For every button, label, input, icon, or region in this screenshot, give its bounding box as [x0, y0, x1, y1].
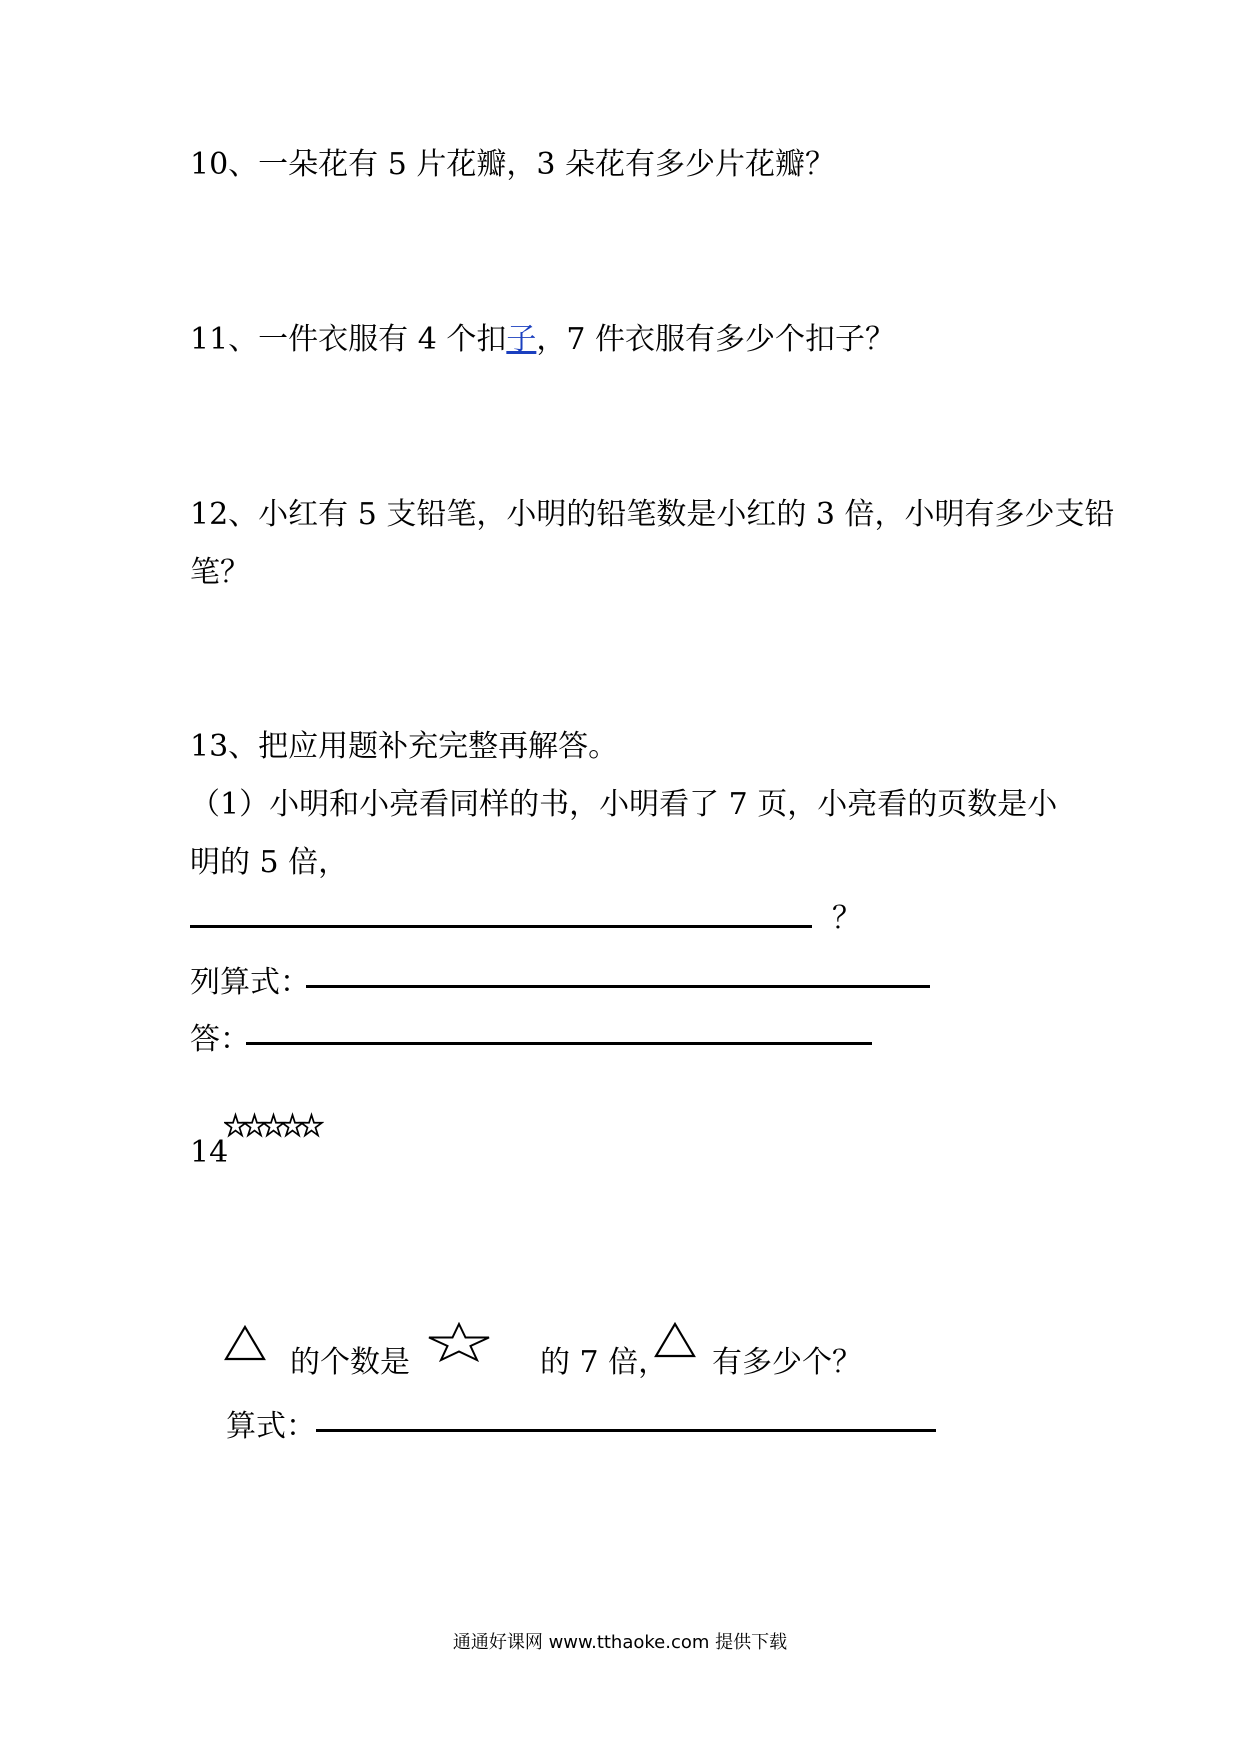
star-outline-icon	[301, 1115, 322, 1135]
question-14-formula-blank[interactable]	[316, 1429, 936, 1432]
question-13-answer-blank[interactable]	[246, 1042, 872, 1045]
question-11-text-after: ，7 件衣服有多少个扣子？	[536, 322, 895, 357]
question-14-formula-label: 算式：	[226, 1409, 316, 1444]
question-10: 10、一朵花有 5 片花瓣，3 朵花有多少片花瓣？	[190, 147, 835, 182]
question-14-text-part-2: 的 7 倍，	[540, 1345, 669, 1380]
question-14-number: 14	[190, 1135, 229, 1170]
star-outline-icon	[225, 1115, 246, 1135]
question-13-title: 13、把应用题补充完整再解答。	[190, 729, 619, 764]
triangle-outline-icon	[654, 1322, 696, 1358]
question-12-line-2: 笔？	[190, 555, 250, 590]
question-11	[190, 322, 895, 357]
star-row	[224, 1110, 324, 1142]
triangle-outline-icon	[224, 1325, 266, 1361]
footer-text: 通通好课网 www.tthaoke.com 提供下载	[452, 1632, 788, 1653]
question-11-link[interactable]: 子	[506, 322, 537, 357]
question-13-part-1-line-1: （1）小明和小亮看同样的书，小明看了 7 页，小亮看的页数是小	[190, 787, 1058, 822]
question-13-blank-question[interactable]	[190, 925, 812, 928]
question-13-answer-label: 答：	[190, 1022, 250, 1057]
question-14-text-part-1: 的个数是	[290, 1345, 410, 1380]
star-outline-icon	[263, 1115, 284, 1135]
question-14-text-part-3: 有多少个？	[712, 1345, 862, 1380]
star-outline-icon	[282, 1115, 303, 1135]
question-13-part-1-line-2: 明的 5 倍，	[190, 845, 349, 880]
star-outline-icon	[244, 1115, 265, 1135]
question-13-question-mark: ？	[832, 901, 862, 936]
star-outline-icon	[426, 1322, 492, 1362]
question-13-formula-blank[interactable]	[306, 985, 930, 988]
question-13-formula-label: 列算式：	[190, 965, 310, 1000]
question-11-text-before: 11、一件衣服有 4 个扣	[190, 322, 507, 357]
question-12-line-1: 12、小红有 5 支铅笔，小明的铅笔数是小红的 3 倍，小明有多少支铅	[190, 497, 1115, 532]
